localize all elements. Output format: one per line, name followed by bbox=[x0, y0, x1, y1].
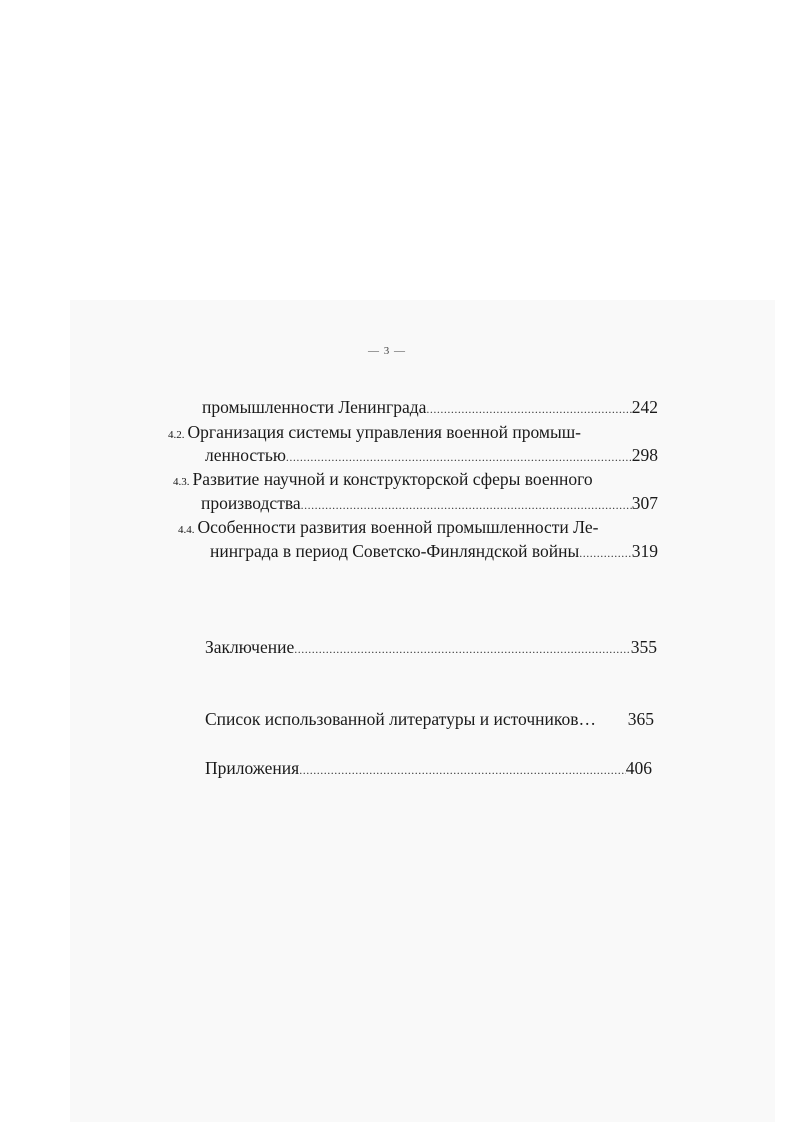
toc-entry-4-4-number: 4.4. bbox=[178, 524, 195, 536]
toc-entry-bibliography-title: Список использованной литературы и источников… bbox=[205, 709, 596, 729]
toc-entry-4-1-line bbox=[202, 396, 658, 420]
dot-leader bbox=[299, 759, 626, 781]
toc-entry-bibliography bbox=[205, 708, 654, 730]
dot-leader bbox=[294, 638, 631, 660]
toc-entry-4-3-line1 bbox=[173, 468, 593, 493]
dot-leader bbox=[426, 398, 631, 420]
toc-entry-4-4-title-line2: нинграда в период Советско-Финляндской войны bbox=[210, 541, 580, 561]
dot-leader bbox=[579, 542, 631, 564]
toc-entry-appendices-page: 406 bbox=[625, 758, 652, 778]
toc-entry-4-1-title: промышленности Ленинграда bbox=[202, 397, 427, 417]
toc-entry-4-3-title-line2: производства bbox=[201, 493, 301, 513]
toc-entry-appendices bbox=[205, 757, 652, 781]
toc-entry-4-3-number: 4.3. bbox=[173, 476, 190, 488]
toc-entry-4-4-page: 319 bbox=[631, 541, 658, 561]
toc-entry-conclusion-page: 355 bbox=[630, 637, 657, 657]
toc-entry-4-2-number: 4.2. bbox=[168, 429, 185, 441]
dot-leader bbox=[301, 494, 632, 516]
toc-entry-appendices-title: Приложения bbox=[205, 758, 300, 778]
toc-entry-4-4-line1 bbox=[178, 516, 599, 541]
toc-entry-conclusion-title: Заключение bbox=[205, 637, 295, 657]
toc-entry-4-4-line2 bbox=[210, 540, 658, 564]
toc-entry-4-2-title-line2: ленностью bbox=[205, 445, 286, 465]
toc-entry-bibliography-page: 365 bbox=[627, 709, 654, 729]
toc-entry-conclusion bbox=[205, 636, 657, 660]
dot-leader bbox=[286, 446, 632, 468]
toc-entry-4-1-page: 242 bbox=[631, 397, 658, 417]
toc-entry-4-3-title-line1: Развитие научной и конструкторской сферы военного bbox=[192, 469, 593, 489]
page-number: — 3 — bbox=[368, 345, 406, 357]
toc-entry-4-2-page: 298 bbox=[631, 445, 658, 465]
toc-entry-4-2-line1 bbox=[168, 421, 581, 446]
toc-entry-4-4-title-line1: Особенности развития военной промышленности Ле- bbox=[197, 517, 599, 537]
toc-entry-4-3-line2 bbox=[201, 492, 658, 516]
toc-entry-4-2-title-line1: Организация системы управления военной промыш- bbox=[187, 422, 582, 442]
toc-entry-4-3-page: 307 bbox=[631, 493, 658, 513]
toc-entry-4-2-line2 bbox=[205, 444, 658, 468]
